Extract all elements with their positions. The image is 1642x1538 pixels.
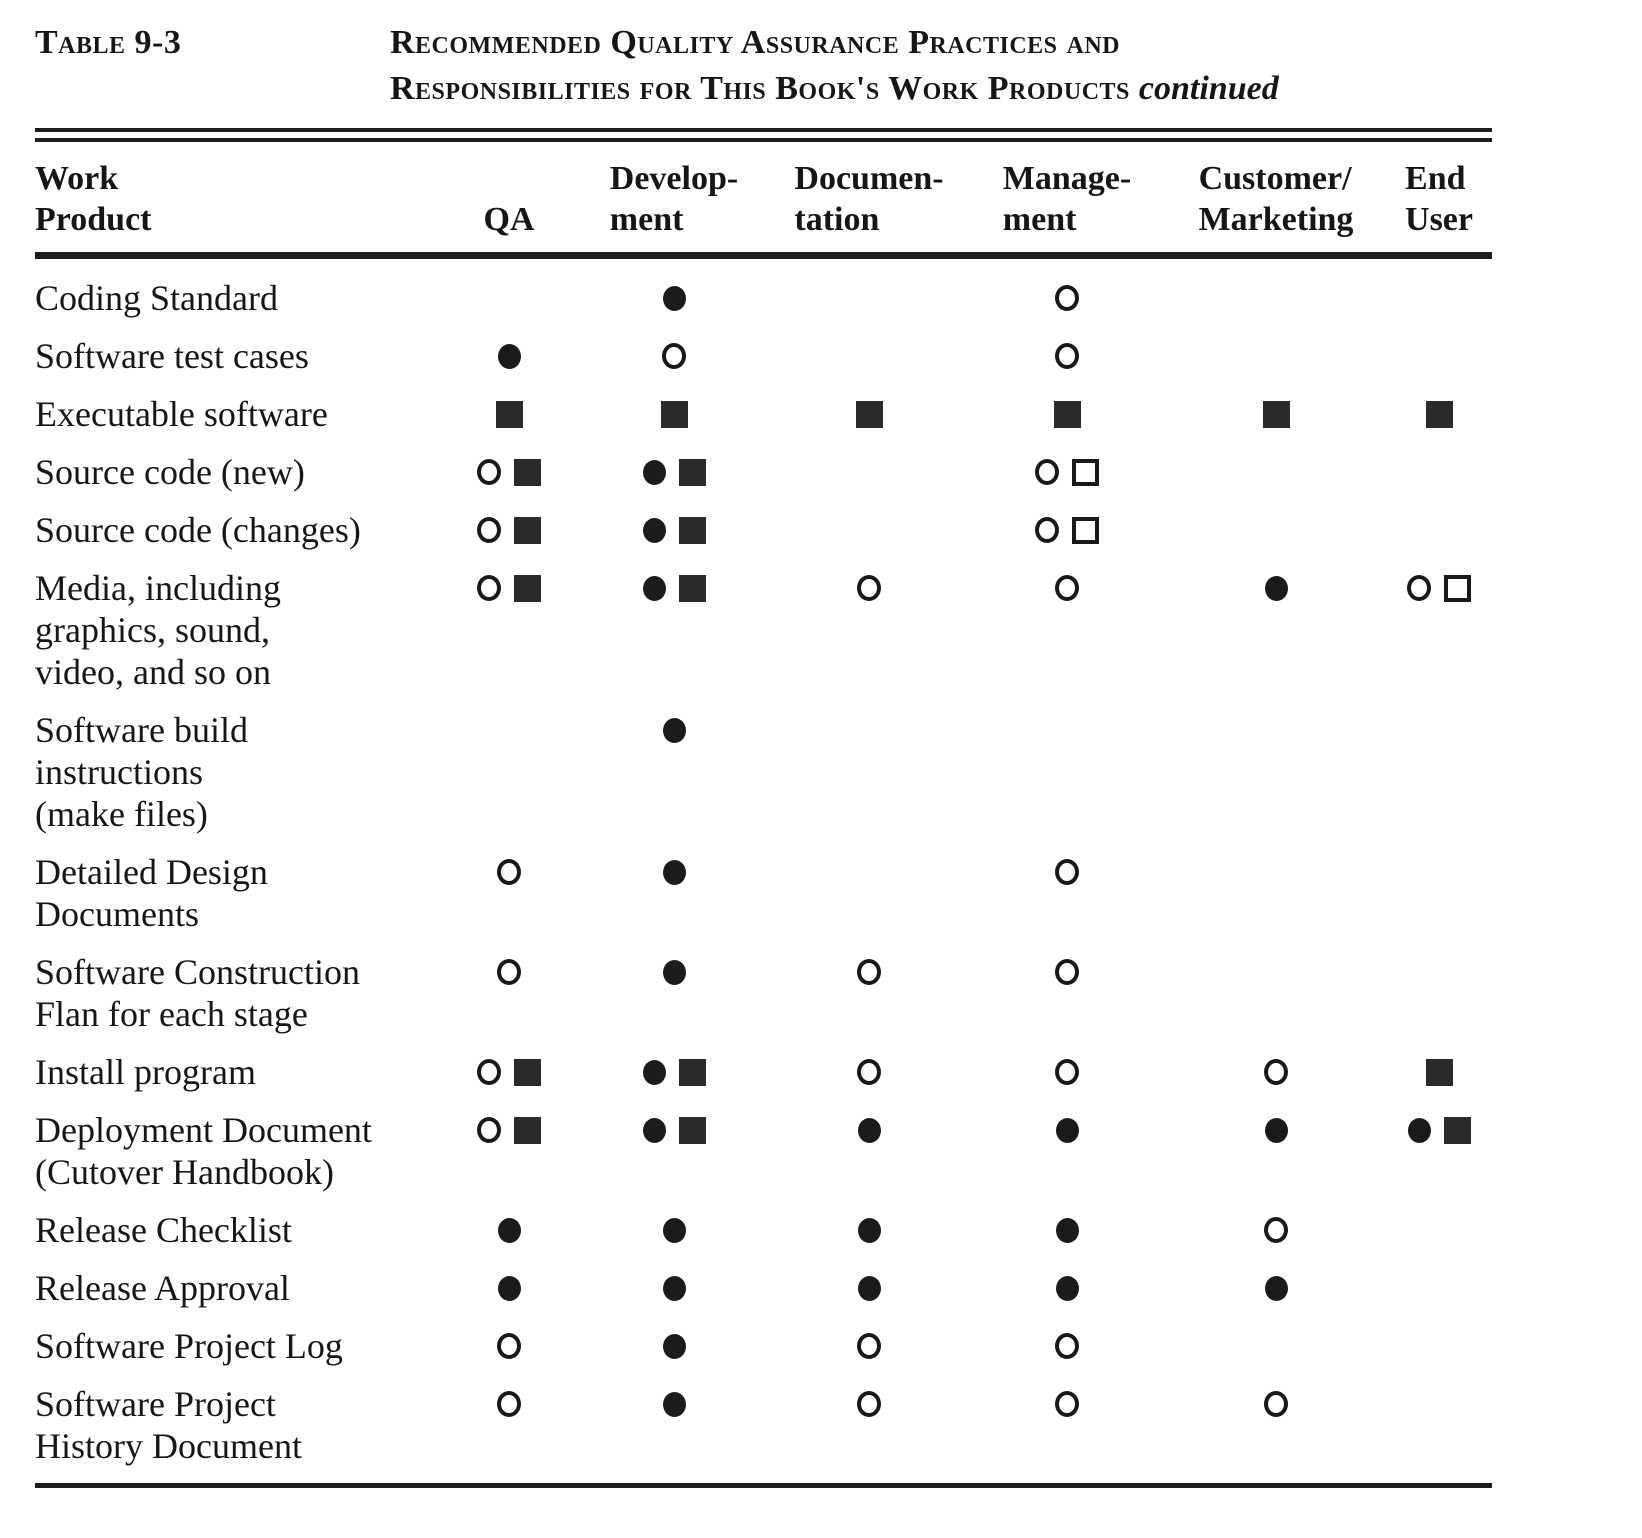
- filled-square-icon: [856, 401, 883, 428]
- cell-end-user: [1386, 1051, 1492, 1093]
- cell-documentation: [770, 1051, 968, 1093]
- work-product-label: [35, 393, 440, 435]
- table-top-rule-outer: [35, 128, 1492, 132]
- cell-end-user: [1386, 851, 1492, 893]
- filled-square-icon: [679, 459, 706, 486]
- work-product-label-line: Release Checklist: [35, 1210, 292, 1250]
- table-row: [35, 1051, 1492, 1093]
- filled-square-icon: [1426, 401, 1453, 428]
- column-header-label: [35, 158, 151, 240]
- work-product-label-line: Install program: [35, 1052, 256, 1092]
- table-body: [35, 259, 1492, 1467]
- cell-documentation: [770, 851, 968, 893]
- column-header-line: Work: [35, 160, 119, 197]
- cell-development: [578, 335, 770, 377]
- open-circle-icon: [662, 343, 686, 369]
- work-product-label-line: Flan for each stage: [35, 994, 308, 1034]
- column-header-development: [578, 158, 770, 240]
- cell-qa: [440, 1267, 578, 1309]
- cell-end-user: [1386, 951, 1492, 993]
- filled-square-icon: [679, 575, 706, 602]
- open-circle-icon: [1407, 575, 1431, 601]
- open-circle-icon: [857, 959, 881, 985]
- cell-qa: [440, 277, 578, 319]
- cell-documentation: [770, 951, 968, 993]
- open-circle-icon: [1055, 859, 1079, 885]
- work-product-label-line: Software Project Log: [35, 1326, 343, 1366]
- table-row: [35, 951, 1492, 1035]
- column-header-label: [794, 158, 943, 240]
- open-square-icon: [1444, 575, 1471, 602]
- filled-circle-icon: [663, 286, 686, 311]
- open-circle-icon: [477, 1117, 501, 1143]
- cell-qa: [440, 393, 578, 435]
- cell-customer-marketing: [1166, 951, 1386, 993]
- filled-circle-icon: [1408, 1118, 1431, 1143]
- cell-customer-marketing: [1166, 567, 1386, 609]
- open-circle-icon: [497, 1333, 521, 1359]
- filled-circle-icon: [1056, 1276, 1079, 1301]
- cell-end-user: [1386, 1209, 1492, 1251]
- filled-circle-icon: [1265, 1118, 1288, 1143]
- cell-documentation: [770, 567, 968, 609]
- column-header-documentation: [770, 158, 968, 240]
- filled-circle-icon: [498, 1276, 521, 1301]
- column-header-line: Documen-: [794, 160, 944, 197]
- column-header-line: Marketing: [1198, 201, 1354, 238]
- work-product-label: [35, 1325, 440, 1367]
- cell-customer-marketing: [1166, 851, 1386, 893]
- work-product-label-line: Software test cases: [35, 336, 309, 376]
- cell-customer-marketing: [1166, 1325, 1386, 1367]
- filled-square-icon: [1426, 1059, 1453, 1086]
- cell-development: [578, 1267, 770, 1309]
- table-row: [35, 335, 1492, 377]
- cell-development: [578, 709, 770, 751]
- cell-documentation: [770, 393, 968, 435]
- column-header-work-product: [35, 158, 440, 240]
- cell-end-user: [1386, 567, 1492, 609]
- filled-circle-icon: [858, 1276, 881, 1301]
- filled-circle-icon: [858, 1118, 881, 1143]
- column-header-line: tation: [794, 201, 880, 238]
- cell-customer-marketing: [1166, 1383, 1386, 1425]
- open-circle-icon: [857, 1333, 881, 1359]
- filled-circle-icon: [663, 860, 686, 885]
- table-row: [35, 1267, 1492, 1309]
- filled-circle-icon: [663, 1218, 686, 1243]
- filled-circle-icon: [1265, 1276, 1288, 1301]
- cell-end-user: [1386, 451, 1492, 493]
- table-title-line-2-text: Responsibilities for This Book's Work Products: [390, 70, 1130, 107]
- cell-documentation: [770, 277, 968, 319]
- cell-qa: [440, 567, 578, 609]
- column-header-label: [610, 158, 738, 240]
- filled-square-icon: [514, 459, 541, 486]
- filled-square-icon: [679, 1059, 706, 1086]
- filled-square-icon: [514, 517, 541, 544]
- table-row: [35, 1325, 1492, 1367]
- cell-documentation: [770, 709, 968, 751]
- work-product-label: [35, 335, 440, 377]
- filled-square-icon: [679, 517, 706, 544]
- table-row: [35, 851, 1492, 935]
- cell-documentation: [770, 335, 968, 377]
- work-product-label: [35, 851, 440, 935]
- cell-management: [968, 1325, 1166, 1367]
- filled-circle-icon: [663, 718, 686, 743]
- column-header-line: QA: [483, 201, 535, 238]
- cell-customer-marketing: [1166, 277, 1386, 319]
- work-product-label-line: Coding Standard: [35, 278, 278, 318]
- cell-end-user: [1386, 1267, 1492, 1309]
- cell-documentation: [770, 1209, 968, 1251]
- cell-management: [968, 509, 1166, 551]
- cell-development: [578, 393, 770, 435]
- cell-customer-marketing: [1166, 451, 1386, 493]
- table-title: [390, 20, 1492, 112]
- column-header-line: ment: [1002, 201, 1077, 238]
- open-circle-icon: [497, 959, 521, 985]
- work-product-label-line: Detailed Design: [35, 852, 268, 892]
- open-circle-icon: [1055, 1059, 1079, 1085]
- cell-development: [578, 1325, 770, 1367]
- filled-square-icon: [514, 1117, 541, 1144]
- cell-management: [968, 335, 1166, 377]
- column-header-label: [484, 199, 535, 240]
- cell-qa: [440, 451, 578, 493]
- open-circle-icon: [1055, 575, 1079, 601]
- table-caption: [35, 20, 1492, 112]
- cell-development: [578, 509, 770, 551]
- cell-customer-marketing: [1166, 509, 1386, 551]
- work-product-label-line: Software build: [35, 710, 248, 750]
- filled-circle-icon: [1056, 1118, 1079, 1143]
- work-product-label: [35, 509, 440, 551]
- open-circle-icon: [857, 1059, 881, 1085]
- open-circle-icon: [1264, 1217, 1288, 1243]
- filled-circle-icon: [643, 1118, 666, 1143]
- cell-end-user: [1386, 1383, 1492, 1425]
- work-product-label-line: Deployment Document: [35, 1110, 372, 1150]
- table-row: [35, 1209, 1492, 1251]
- cell-qa: [440, 1051, 578, 1093]
- work-product-label-line: Documents: [35, 894, 199, 934]
- column-header-line: Product: [35, 201, 152, 238]
- open-circle-icon: [1055, 285, 1079, 311]
- work-product-label-line: Software Project: [35, 1384, 276, 1424]
- continued-marker: continued: [1138, 70, 1279, 107]
- cell-management: [968, 851, 1166, 893]
- cell-qa: [440, 1383, 578, 1425]
- column-header-qa: [440, 158, 578, 240]
- open-square-icon: [1072, 517, 1099, 544]
- open-circle-icon: [1055, 343, 1079, 369]
- header-bottom-rule: [35, 252, 1492, 259]
- cell-end-user: [1386, 509, 1492, 551]
- cell-management: [968, 1209, 1166, 1251]
- work-product-label-line: Source code (changes): [35, 510, 361, 550]
- filled-circle-icon: [663, 1276, 686, 1301]
- cell-customer-marketing: [1166, 335, 1386, 377]
- column-header-line: ment: [609, 201, 684, 238]
- open-circle-icon: [1055, 1391, 1079, 1417]
- filled-square-icon: [679, 1117, 706, 1144]
- open-circle-icon: [477, 1059, 501, 1085]
- filled-square-icon: [1054, 401, 1081, 428]
- cell-customer-marketing: [1166, 393, 1386, 435]
- table-title-line-2: [390, 66, 1492, 112]
- cell-management: [968, 1051, 1166, 1093]
- work-product-label-line: Executable software: [35, 394, 328, 434]
- cell-management: [968, 567, 1166, 609]
- cell-qa: [440, 1209, 578, 1251]
- column-header-line: Develop-: [609, 160, 739, 197]
- filled-circle-icon: [498, 344, 521, 369]
- cell-qa: [440, 1325, 578, 1367]
- work-product-label: [35, 451, 440, 493]
- cell-management: [968, 393, 1166, 435]
- work-product-label: [35, 1051, 440, 1093]
- work-product-label-line: graphics, sound,: [35, 610, 270, 650]
- work-product-label-line: (make files): [35, 794, 208, 834]
- table-row: [35, 709, 1492, 835]
- cell-qa: [440, 709, 578, 751]
- cell-development: [578, 851, 770, 893]
- cell-documentation: [770, 1267, 968, 1309]
- cell-development: [578, 1383, 770, 1425]
- work-product-label: [35, 277, 440, 319]
- work-product-label: [35, 1267, 440, 1309]
- table-row: [35, 567, 1492, 693]
- table-row: [35, 451, 1492, 493]
- work-product-label-line: Release Approval: [35, 1268, 290, 1308]
- open-circle-icon: [1055, 1333, 1079, 1359]
- cell-documentation: [770, 509, 968, 551]
- cell-qa: [440, 1109, 578, 1151]
- cell-end-user: [1386, 335, 1492, 377]
- cell-end-user: [1386, 709, 1492, 751]
- column-header-customer-marketing: [1166, 158, 1386, 240]
- column-header-label: [1405, 158, 1473, 240]
- filled-circle-icon: [643, 460, 666, 485]
- work-product-label-line: instructions: [35, 752, 203, 792]
- work-product-label-line: Media, including: [35, 568, 281, 608]
- column-header-line: User: [1405, 201, 1473, 238]
- cell-development: [578, 567, 770, 609]
- table-row: [35, 277, 1492, 319]
- column-header-line: End: [1405, 160, 1466, 197]
- cell-management: [968, 1109, 1166, 1151]
- table-row: [35, 1109, 1492, 1193]
- cell-customer-marketing: [1166, 1267, 1386, 1309]
- cell-end-user: [1386, 1109, 1492, 1151]
- work-product-label: [35, 951, 440, 1035]
- filled-circle-icon: [663, 960, 686, 985]
- column-header-line: Customer/: [1198, 160, 1352, 197]
- cell-qa: [440, 335, 578, 377]
- cell-management: [968, 1383, 1166, 1425]
- cell-development: [578, 277, 770, 319]
- table-number-label: Table 9-3: [35, 24, 182, 61]
- open-circle-icon: [1264, 1059, 1288, 1085]
- filled-square-icon: [661, 401, 688, 428]
- cell-development: [578, 951, 770, 993]
- work-product-label-line: video, and so on: [35, 652, 271, 692]
- column-header-management: [968, 158, 1166, 240]
- cell-customer-marketing: [1166, 1209, 1386, 1251]
- work-product-label-line: Source code (new): [35, 452, 305, 492]
- table-row: [35, 1383, 1492, 1467]
- filled-circle-icon: [663, 1334, 686, 1359]
- cell-documentation: [770, 1325, 968, 1367]
- table-row: [35, 509, 1492, 551]
- filled-circle-icon: [663, 1392, 686, 1417]
- column-header-line: Manage-: [1002, 160, 1132, 197]
- cell-documentation: [770, 1383, 968, 1425]
- filled-circle-icon: [643, 576, 666, 601]
- open-circle-icon: [1055, 959, 1079, 985]
- cell-qa: [440, 509, 578, 551]
- work-product-label: [35, 1209, 440, 1251]
- work-product-label: [35, 1383, 440, 1467]
- cell-documentation: [770, 1109, 968, 1151]
- open-circle-icon: [857, 1391, 881, 1417]
- filled-circle-icon: [858, 1218, 881, 1243]
- column-header-end-user: [1386, 158, 1492, 240]
- cell-management: [968, 451, 1166, 493]
- column-header-label: [1199, 158, 1354, 240]
- filled-circle-icon: [1265, 576, 1288, 601]
- work-product-label: [35, 709, 440, 835]
- filled-circle-icon: [643, 518, 666, 543]
- work-product-label-line: (Cutover Handbook): [35, 1152, 334, 1192]
- cell-development: [578, 1209, 770, 1251]
- cell-qa: [440, 851, 578, 893]
- open-circle-icon: [477, 517, 501, 543]
- open-square-icon: [1072, 459, 1099, 486]
- filled-square-icon: [496, 401, 523, 428]
- cell-customer-marketing: [1166, 1109, 1386, 1151]
- cell-end-user: [1386, 277, 1492, 319]
- table-title-line-1: Recommended Quality Assurance Practices and: [390, 24, 1121, 61]
- filled-square-icon: [514, 575, 541, 602]
- cell-management: [968, 1267, 1166, 1309]
- column-header-label: [1003, 158, 1131, 240]
- filled-square-icon: [1444, 1117, 1471, 1144]
- filled-circle-icon: [1056, 1218, 1079, 1243]
- work-product-label: [35, 1109, 440, 1193]
- cell-qa: [440, 951, 578, 993]
- cell-development: [578, 451, 770, 493]
- open-circle-icon: [1035, 459, 1059, 485]
- filled-square-icon: [514, 1059, 541, 1086]
- work-product-label-line: Software Construction: [35, 952, 360, 992]
- filled-circle-icon: [498, 1218, 521, 1243]
- cell-end-user: [1386, 393, 1492, 435]
- work-product-label-line: History Document: [35, 1426, 302, 1466]
- open-circle-icon: [1035, 517, 1059, 543]
- work-product-label: [35, 567, 440, 693]
- cell-customer-marketing: [1166, 1051, 1386, 1093]
- filled-circle-icon: [643, 1060, 666, 1085]
- cell-development: [578, 1051, 770, 1093]
- open-circle-icon: [497, 859, 521, 885]
- open-circle-icon: [477, 575, 501, 601]
- table-header-row: [35, 142, 1492, 252]
- open-circle-icon: [497, 1391, 521, 1417]
- cell-management: [968, 951, 1166, 993]
- cell-customer-marketing: [1166, 709, 1386, 751]
- cell-end-user: [1386, 1325, 1492, 1367]
- open-circle-icon: [1264, 1391, 1288, 1417]
- open-circle-icon: [477, 459, 501, 485]
- cell-development: [578, 1109, 770, 1151]
- cell-documentation: [770, 451, 968, 493]
- table-row: [35, 393, 1492, 435]
- open-circle-icon: [857, 575, 881, 601]
- cell-management: [968, 277, 1166, 319]
- cell-management: [968, 709, 1166, 751]
- filled-square-icon: [1263, 401, 1290, 428]
- table-bottom-rule: [35, 1483, 1492, 1488]
